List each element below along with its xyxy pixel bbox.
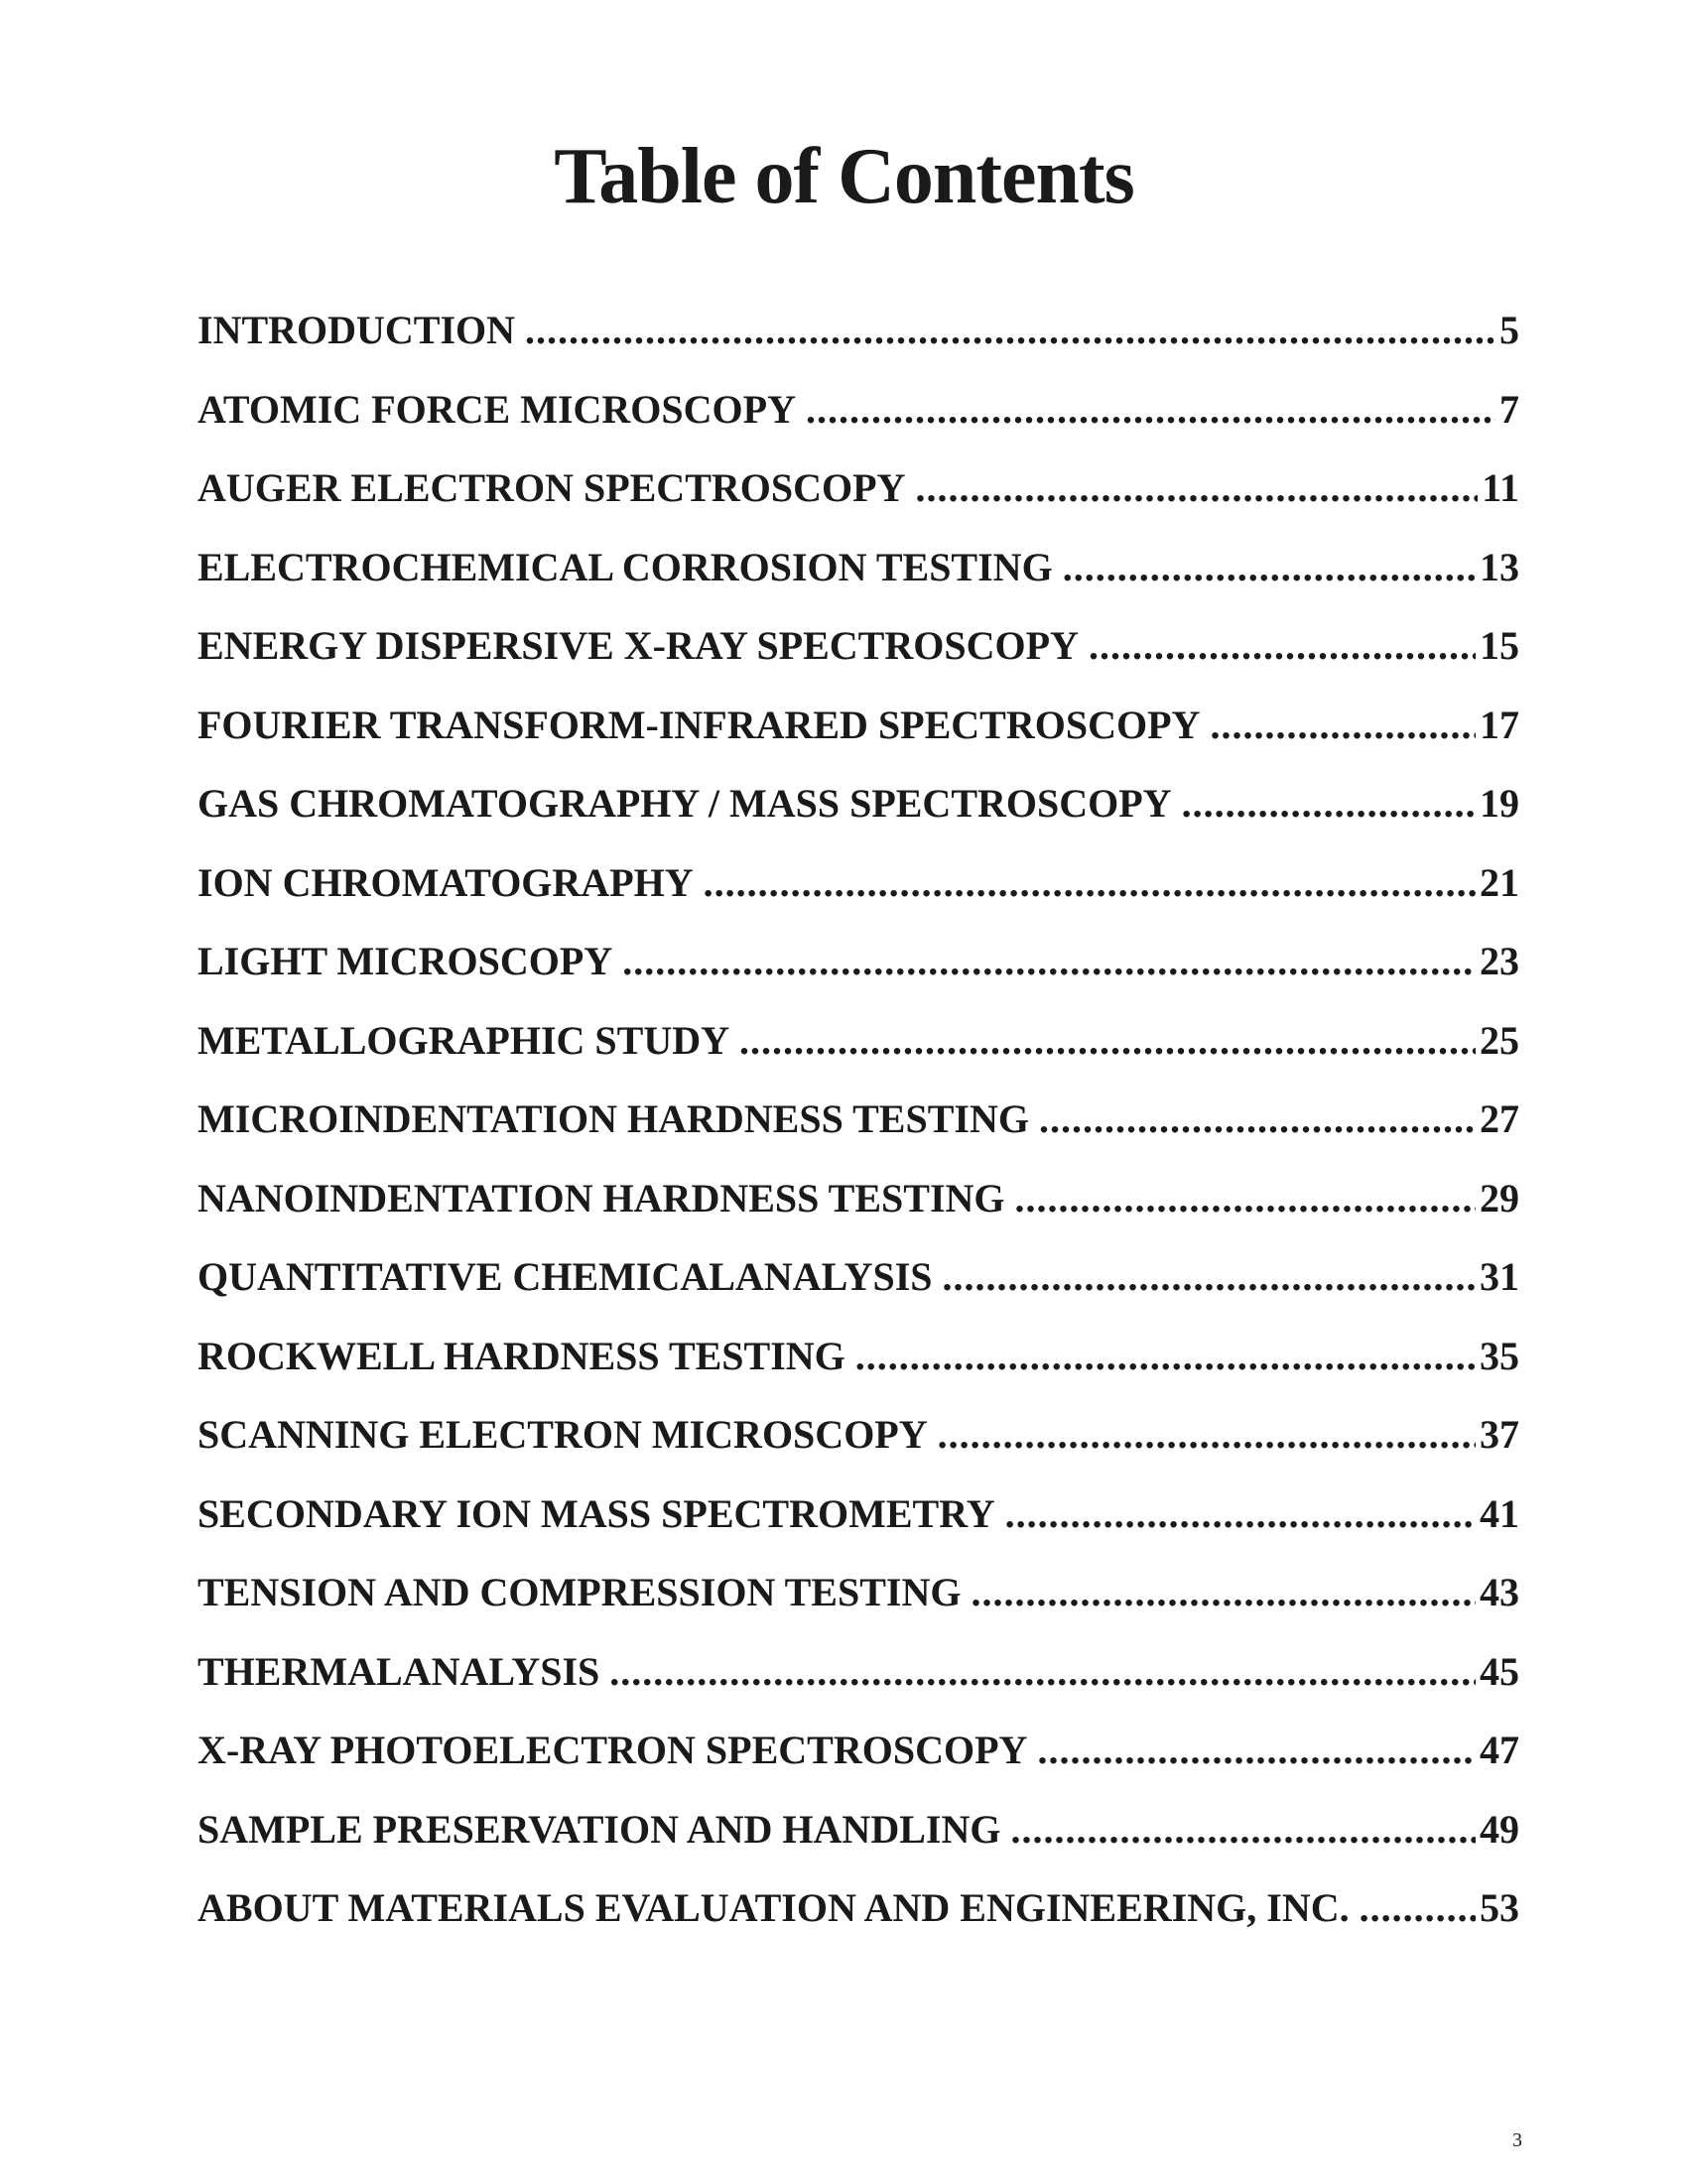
toc-entry-page: 31 — [1480, 1254, 1519, 1299]
dot-leader — [971, 1563, 1476, 1622]
toc-entry[interactable] — [197, 1484, 1519, 1564]
toc-entry-page: 53 — [1480, 1885, 1519, 1930]
toc-entry[interactable] — [197, 616, 1519, 696]
toc-entry-title: THERMALANALYSIS — [197, 1648, 600, 1694]
toc-entry[interactable] — [197, 774, 1519, 853]
dot-leader — [943, 1247, 1476, 1307]
toc-entry[interactable] — [197, 1878, 1519, 1958]
toc-entry[interactable] — [197, 1169, 1519, 1248]
toc-entry-title: SAMPLE PRESERVATION AND HANDLING — [197, 1806, 1001, 1852]
dot-leader — [622, 932, 1476, 991]
toc-entry-title: LIGHT MICROSCOPY — [197, 939, 613, 983]
toc-entry-title: ABOUT MATERIALS EVALUATION AND ENGINEERING, INC. — [197, 1885, 1350, 1930]
dot-leader — [938, 1405, 1476, 1465]
toc-entry-title: SCANNING ELECTRON MICROSCOPY — [197, 1412, 928, 1457]
toc-entry-title: NANOINDENTATION HARDNESS TESTING — [197, 1175, 1005, 1220]
toc-entry-page: 13 — [1480, 544, 1519, 589]
dot-leader — [739, 1011, 1476, 1071]
toc-entry-page: 15 — [1480, 623, 1519, 668]
toc-entry[interactable] — [197, 1247, 1519, 1327]
toc-entry-page: 19 — [1480, 781, 1519, 826]
toc-entry-page: 23 — [1480, 939, 1519, 983]
toc-entry-page: 43 — [1480, 1570, 1519, 1614]
toc-entry-title: ATOMIC FORCE MICROSCOPY — [197, 386, 796, 432]
toc-entry[interactable] — [197, 458, 1519, 538]
toc-entry-page: 41 — [1480, 1490, 1519, 1536]
toc-entry-title: X-RAY PHOTOELECTRON SPECTROSCOPY — [197, 1728, 1028, 1772]
dot-leader — [1063, 538, 1476, 597]
toc-entry[interactable] — [197, 1327, 1519, 1406]
dot-leader — [1015, 1169, 1476, 1228]
toc-entry-page: 7 — [1499, 386, 1519, 432]
toc-entry[interactable] — [197, 538, 1519, 617]
dot-leader — [1005, 1484, 1476, 1544]
toc-entry-page: 35 — [1480, 1333, 1519, 1378]
toc-entry-title: ENERGY DISPERSIVE X-RAY SPECTROSCOPY — [197, 623, 1079, 668]
toc-entry[interactable] — [197, 1405, 1519, 1484]
toc-entry-title: MICROINDENTATION HARDNESS TESTING — [197, 1096, 1029, 1141]
toc-entry-page: 45 — [1480, 1648, 1519, 1694]
toc-entry-title: TENSION AND COMPRESSION TESTING — [197, 1570, 962, 1614]
dot-leader — [1210, 696, 1476, 755]
toc-entry-title: QUANTITATIVE CHEMICALANALYSIS — [197, 1254, 933, 1299]
toc-entry[interactable] — [197, 1090, 1519, 1169]
dot-leader — [806, 380, 1495, 440]
toc-entry-page: 5 — [1499, 308, 1519, 352]
toc-entry-page: 25 — [1480, 1017, 1519, 1063]
toc-entry-page: 37 — [1480, 1412, 1519, 1457]
toc-entry-page: 27 — [1480, 1096, 1519, 1141]
toc-entry-page: 49 — [1480, 1806, 1519, 1852]
dot-leader — [704, 853, 1476, 913]
toc-entry[interactable] — [197, 301, 1519, 380]
toc-entry-title: AUGER ELECTRON SPECTROSCOPY — [197, 465, 906, 510]
toc-entry-title: FOURIER TRANSFORM-INFRARED SPECTROSCOPY — [197, 702, 1201, 747]
dot-leader — [525, 301, 1495, 360]
dot-leader — [1089, 616, 1476, 676]
toc-entry[interactable] — [197, 380, 1519, 459]
toc-entry-page: 47 — [1480, 1728, 1519, 1772]
dot-leader — [855, 1327, 1476, 1386]
page-number: 3 — [1512, 2129, 1522, 2151]
toc-entry[interactable] — [197, 853, 1519, 933]
toc-entry-title: METALLOGRAPHIC STUDY — [197, 1017, 729, 1063]
toc-entry[interactable] — [197, 1011, 1519, 1091]
toc-entry-title: ION CHROMATOGRAPHY — [197, 859, 694, 905]
dot-leader — [915, 458, 1478, 518]
dot-leader — [1360, 1878, 1476, 1938]
toc-entry-page: 17 — [1480, 702, 1519, 747]
toc-entry[interactable] — [197, 1563, 1519, 1642]
dot-leader — [1039, 1090, 1476, 1149]
dot-leader — [1037, 1721, 1476, 1780]
dot-leader — [1010, 1800, 1476, 1860]
toc-entry[interactable] — [197, 696, 1519, 775]
toc-entry-title: ELECTROCHEMICAL CORROSION TESTING — [197, 544, 1053, 589]
toc-entry-page: 29 — [1480, 1175, 1519, 1220]
toc-entry-title: ROCKWELL HARDNESS TESTING — [197, 1333, 845, 1378]
toc-entry[interactable] — [197, 1800, 1519, 1879]
table-of-contents — [197, 301, 1519, 1958]
toc-entry[interactable] — [197, 1642, 1519, 1722]
toc-entry-page: 11 — [1482, 465, 1519, 510]
toc-entry-title: GAS CHROMATOGRAPHY / MASS SPECTROSCOPY — [197, 781, 1172, 826]
toc-entry[interactable] — [197, 1721, 1519, 1800]
dot-leader — [1182, 774, 1476, 834]
toc-entry[interactable] — [197, 932, 1519, 1011]
toc-entry-title: INTRODUCTION — [197, 308, 516, 352]
page-title: Table of Contents — [554, 133, 1134, 220]
toc-entry-page: 21 — [1480, 859, 1519, 905]
toc-entry-title: SECONDARY ION MASS SPECTROMETRY — [197, 1490, 995, 1536]
dot-leader — [609, 1642, 1476, 1702]
